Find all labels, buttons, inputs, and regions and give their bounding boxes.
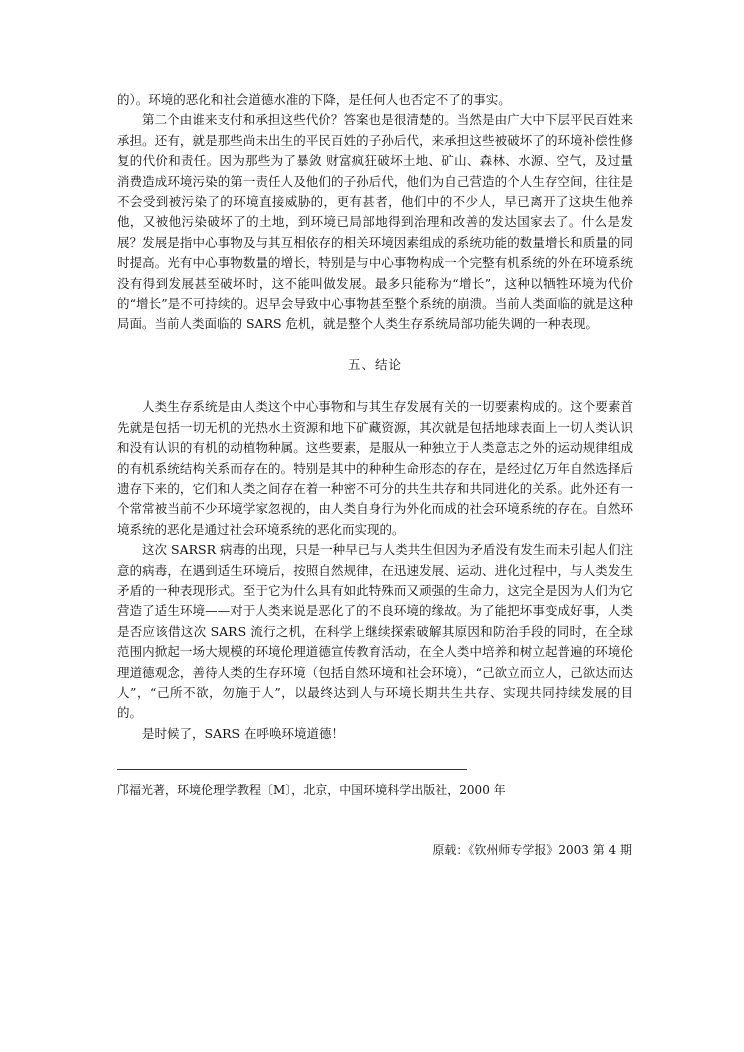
section-heading: 五、结论: [347, 356, 402, 372]
paragraph: 人类生存系统是由人类这个中心事物和与其生存发展有关的一切要素构成的。这个要素首先就是包括一切无机的光热水土资源和地下矿藏资源，其次就是包括地球表面上一切人类认识和没有认识的有机的动植物种属。这些要素，是服从一种独立于人类意志之外的运动规律组成的有机系统结构关系而存在的。特别是其中的种种生命形态的存在，是经过亿万年自然选择后遗存下来的，它们和人类之间存在着一种密不可分的共生共存和共同进化的关系。此外还有一个常常被当前不少环境学家忽视的，由人类自身行为外化而成的社会环境系统的存在。自然环境系统的恶化是通过社会环境系统的恶化而实现的。: [117, 399, 633, 537]
footnote-divider: [117, 769, 467, 770]
article-body: [117, 90, 633, 744]
footnote: 邝福光著，环境伦理学教程〔M〕，北京，中国环境科学出版社，2000 年: [117, 783, 506, 797]
source-note: 原载：《钦州师专学报》2003 第 4 期: [432, 843, 632, 857]
paragraph: 的）。环境的恶化和社会道德水准的下降，是任何人也否定不了的事实。: [117, 92, 511, 107]
paragraph: 第二个由谁来支付和承担这些代价？答案也是很清楚的。当然是由广大中下层平民百姓来承担。还有，就是那些尚未出生的平民百姓的子孙后代，来承担这些被破坏了的环境补偿性修复的代价和责任。因为那些为了暴敛 财富疯狂破坏土地、矿山、森林、水源、空气，及过量消费造成环境污染的第一责任人及他们的子孙后代，他们为自己营造的个人生存空间，往往是不会受到被污染了的环境直接威胁的，更有甚者，他们中的不少人，早已离开了这块生他养他，又被他污染破坏了的土地，到环境已局部地得到治理和改善的发达国家去了。什么是发展？发展是指中心事物及与其互相依存的相关环境因素组成的系统功能的数量增长和质量的同时提高。光有中心事物数量的增长，特别是与中心事物构成一个完整有机系统的外在环境系统没有得到发展甚至破坏时，这不能叫做发展。最多只能称为“增长”，这种以牺牲环境为代价的“增长”是不可持续的。迟早会导致中心事物甚至整个系统的崩溃。当前人类面临的就是这种局面。当前人类面临的 SARS 危机，就是整个人类生存系统局部功能失调的一种表现。: [117, 112, 633, 332]
paragraph: 这次 SARSR 病毒的出现，只是一种早已与人类共生但因为矛盾没有发生而未引起人们注意的病毒，在遇到适生环境后，按照自然规律，在迅速发展、运动、进化过程中，与人类发生矛盾的一种表现形式。至于它为什么具有如此特殊而又顽强的生命力，这完全是因为人们为它营造了适生环境——对于人类来说是恶化了的不良环境的缘故。为了能把坏事变成好事，人类是否应该借这次 SARS 流行之机，在科学上继续探索破解其原因和防治手段的同时，在全球范围内掀起一场大规模的环境伦理道德宣传教育活动，在全人类中培养和树立起普遍的环境伦理道德观念，善待人类的生存环境（包括自然环境和社会环境），“己欲立而立人，己欲达而达人”，“己所不欲，勿施于人”，以最终达到人与环境长期共生共存、实现共同持续发展的目的。: [117, 542, 633, 721]
paragraph: 是时候了，SARS 在呼唤环境道德！: [142, 725, 345, 741]
